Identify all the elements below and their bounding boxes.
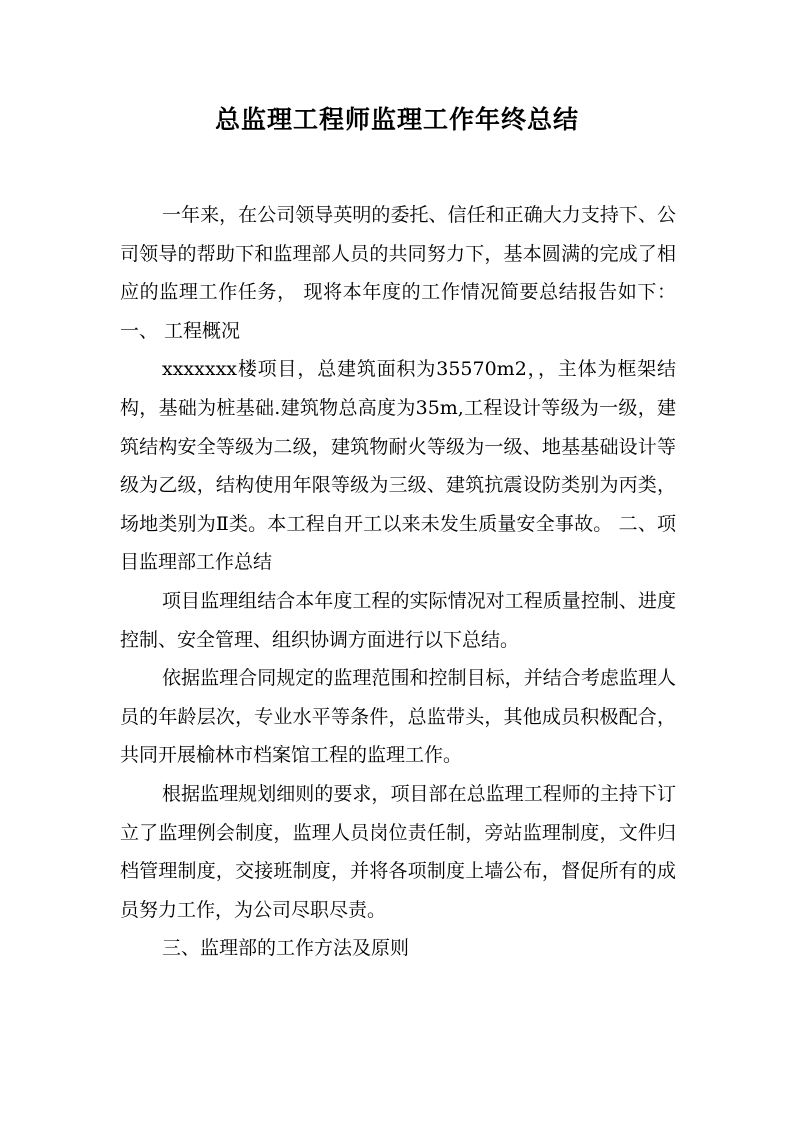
paragraph-intro: 一年来，在公司领导英明的委托、信任和正确大力支持下、公司领导的帮助下和监理部人员的共同努力下，基本圆满的完成了相应的监理工作任务， 现将本年度的工作情况简要总结报告如下： 一、 工程概况 [120, 204, 676, 342]
paragraph-contract-basis: 依据监理合同规定的监理范围和控制目标，并结合考虑监理人员的年龄层次，专业水平等条件，总监带头，其他成员积极配合，共同开展榆林市档案馆工程的监理工作。 [120, 667, 676, 767]
document-body [120, 196, 676, 968]
paragraph-project-overview: xxxxxxx楼项目，总建筑面积为35570m2，，主体为框架结构，基础为桩基础.建筑物总高度为35m,工程设计等级为一级，建筑结构安全等级为二级，建筑物耐火等级为一级、地基基础设计等级为乙级，结构使用年限等级为三级、建筑抗震设防类别为丙类，场地类别为Ⅱ类。本工程自开工以来未发生质量安全事故。 二、项目监理部工作总结 [120, 358, 676, 574]
section-heading-methods: 三、监理部的工作方法及原则 [162, 937, 410, 960]
paragraph-rules: 根据监理规划细则的要求，项目部在总监理工程师的主持下订立了监理例会制度，监理人员岗位责任制，旁站监理制度，文件归档管理制度，交接班制度，并将各项制度上墙公布，督促所有的成员努力工作，为公司尽职尽责。 [120, 782, 676, 921]
document-title: 总监理工程师监理工作年终总结 [214, 105, 579, 134]
paragraph-summary-scope: 项目监理组结合本年度工程的实际情况对工程质量控制、进度控制、安全管理、组织协调方面进行以下总结。 [120, 589, 676, 651]
